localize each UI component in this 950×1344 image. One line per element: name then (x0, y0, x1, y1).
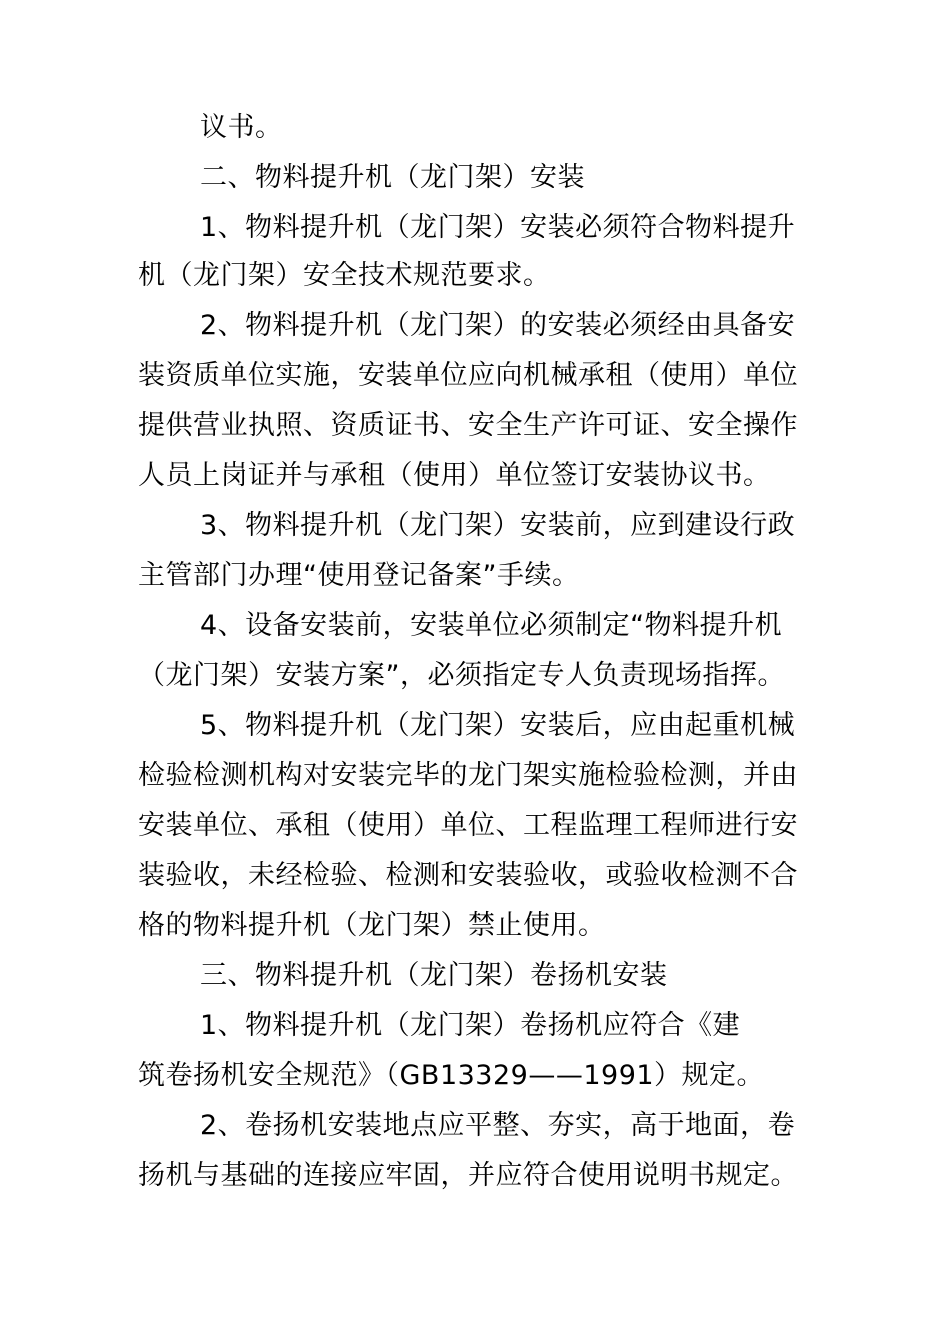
paragraph-4-line-2: （龙门架）安装方案”，必须指定专人负责现场指挥。 (138, 660, 785, 691)
paragraph-7-line-1: 2、卷扬机安装地点应平整、夯实，高于地面，卷 (200, 1110, 796, 1141)
paragraph-2-line-3: 提供营业执照、资质证书、安全生产许可证、安全操作 (138, 410, 798, 441)
paragraph-2-line-2: 装资质单位实施，安装单位应向机械承租（使用）单位 (138, 360, 798, 391)
paragraph-2-line-1: 2、物料提升机（龙门架）的安装必须经由具备安 (200, 310, 796, 341)
paragraph-6-line-2: 筑卷扬机安全规范》（GB13329——1991）规定。 (138, 1060, 765, 1091)
paragraph-5-line-5: 格的物料提升机（龙门架）禁止使用。 (138, 910, 606, 941)
paragraph-5-line-4: 装验收，未经检验、检测和安装验收，或验收检测不合 (138, 860, 798, 891)
paragraph-4-line-1: 4、设备安装前，安装单位必须制定“物料提升机 (200, 610, 783, 641)
section-heading-hoist-installation: 三、物料提升机（龙门架）卷扬机安装 (200, 960, 668, 991)
paragraph-1-line-2: 机（龙门架）安全技术规范要求。 (138, 260, 551, 291)
paragraph-3-line-2: 主管部门办理“使用登记备案”手续。 (138, 560, 580, 591)
paragraph-2-line-4: 人员上岗证并与承租（使用）单位签订安装协议书。 (138, 460, 771, 491)
section-heading-installation: 二、物料提升机（龙门架）安装 (200, 162, 585, 193)
paragraph-6-line-1: 1、物料提升机（龙门架）卷扬机应符合《建 (200, 1010, 741, 1041)
paragraph-3-line-1: 3、物料提升机（龙门架）安装前，应到建设行政 (200, 510, 796, 541)
paragraph-1-line-1: 1、物料提升机（龙门架）安装必须符合物料提升 (200, 212, 796, 243)
paragraph-5-line-3: 安装单位、承租（使用）单位、工程监理工程师进行安 (138, 810, 798, 841)
paragraph-5-line-2: 检验检测机构对安装完毕的龙门架实施检验检测，并由 (138, 760, 798, 791)
paragraph-7-line-2: 扬机与基础的连接应牢固，并应符合使用说明书规定。 (138, 1160, 798, 1191)
paragraph-5-line-1: 5、物料提升机（龙门架）安装后，应由起重机械 (200, 710, 796, 741)
text-line-continuation: 议书。 (200, 112, 283, 143)
